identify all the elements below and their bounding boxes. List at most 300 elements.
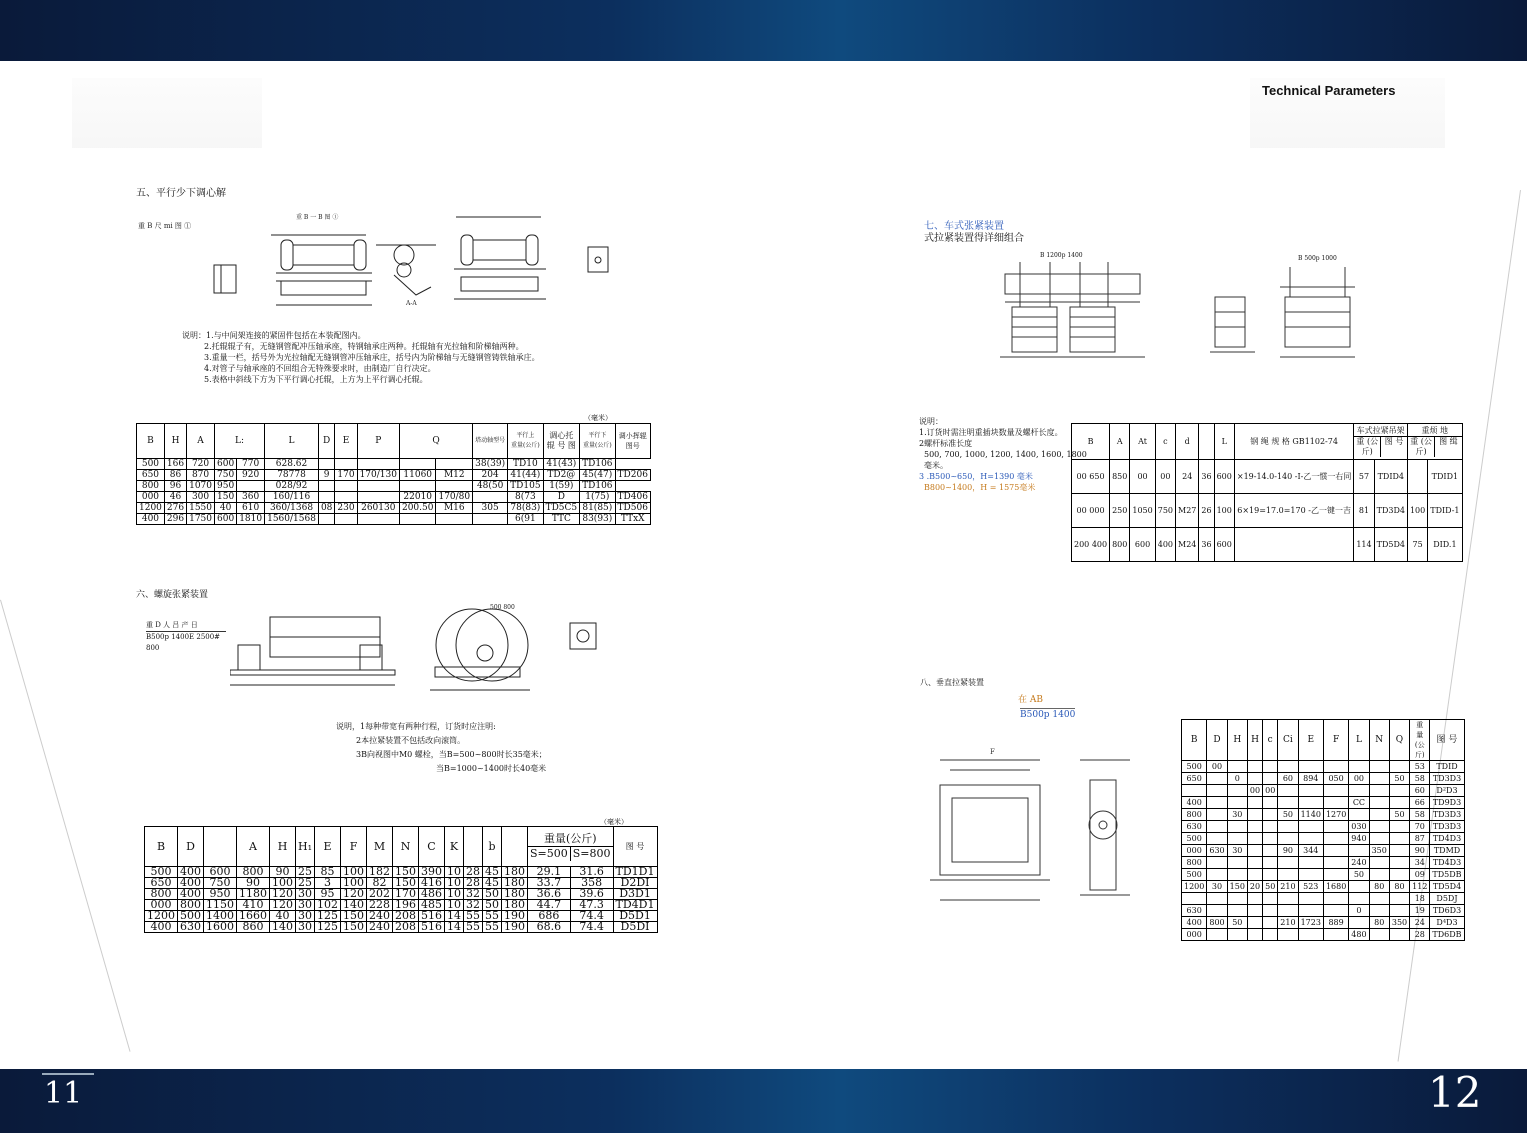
table-cell xyxy=(335,514,357,525)
table-cell xyxy=(1278,833,1298,845)
table-cell: 500 xyxy=(1182,833,1207,845)
table-cell: 485 xyxy=(419,900,445,911)
table-cell: 410 xyxy=(237,900,270,911)
table-cell xyxy=(1263,821,1278,833)
table-cell xyxy=(1263,869,1278,881)
table-cell: TDID1 xyxy=(1428,460,1462,494)
table-row xyxy=(1182,893,1465,905)
table-header: c xyxy=(1155,424,1175,460)
table-cell: 800 xyxy=(237,867,270,878)
table-cell: 30 xyxy=(296,911,315,922)
section7-subtitle: 式拉紧装置得详细组合 xyxy=(924,233,1024,244)
table-cell: 90 xyxy=(270,867,296,878)
table-cell xyxy=(1349,881,1369,893)
table-row xyxy=(1182,773,1465,785)
section7-note: 1.订货时需注明重插块数量及螺杆长度。 xyxy=(919,428,1063,437)
table-cell xyxy=(1247,773,1262,785)
table-row xyxy=(1072,494,1463,528)
table-cell: 400 xyxy=(1182,797,1207,809)
table-cell: 720 xyxy=(187,459,215,470)
table-cell: 800 xyxy=(1207,917,1227,929)
table-cell xyxy=(1278,929,1298,941)
table-cell xyxy=(1349,917,1369,929)
table-row xyxy=(137,459,651,470)
table-cell xyxy=(335,492,357,503)
section7-note: B800~1400，H = 1575毫米 xyxy=(924,483,1036,492)
table-cell: 800 xyxy=(137,481,165,492)
table-header: B xyxy=(1072,424,1110,460)
table-cell xyxy=(1263,797,1278,809)
table-cell: 48(50 xyxy=(473,481,508,492)
table-cell: 350 xyxy=(1389,917,1409,929)
table-cell xyxy=(1389,857,1409,869)
svg-text:重 B 尺 mi 图 ①: 重 B 尺 mi 图 ① xyxy=(138,222,192,230)
table-cell: 400 xyxy=(1155,528,1175,562)
table-cell: 34 xyxy=(1410,857,1430,869)
table-header: 钢 绳 规 格 GB1102-74 xyxy=(1234,424,1353,460)
table-cell xyxy=(1278,821,1298,833)
table-cell: 11060 xyxy=(399,470,436,481)
table-header: 车式拉紧吊架 重 (公斤) 图 号 xyxy=(1354,424,1408,460)
table-cell: 81 xyxy=(1354,494,1374,528)
table-cell: 30 xyxy=(1227,809,1247,821)
table-header: 重量(公斤) S=500 S=800 xyxy=(528,827,614,867)
table-cell xyxy=(318,481,334,492)
table-header: H xyxy=(270,827,296,867)
table-cell: TD3D3 xyxy=(1430,773,1464,785)
table-cell: 486 xyxy=(419,889,445,900)
table-cell xyxy=(1389,821,1409,833)
table-header: Q xyxy=(1389,720,1409,761)
table-cell: 150 xyxy=(341,911,367,922)
section8-drawing xyxy=(930,740,1145,910)
table-cell: TD106 xyxy=(580,459,615,470)
table-cell: 90 xyxy=(1278,845,1298,857)
table-cell xyxy=(1227,893,1247,905)
table-cell: 150 xyxy=(393,878,419,889)
section6-title: 六、螺旋张紧装置 xyxy=(136,590,209,600)
table-cell: 57 xyxy=(1354,460,1374,494)
table-cell xyxy=(1298,893,1323,905)
table-cell xyxy=(1349,893,1369,905)
table-header: At xyxy=(1130,424,1155,460)
table-cell: 344 xyxy=(1298,845,1323,857)
ghost-header-left xyxy=(72,78,262,148)
table-cell: 114 xyxy=(1354,528,1374,562)
table-cell: 28 xyxy=(464,867,483,878)
table-cell: 125 xyxy=(315,911,341,922)
table-cell: 500 xyxy=(1182,869,1207,881)
table-cell: 400 xyxy=(1182,917,1207,929)
table-cell: 196 xyxy=(393,900,419,911)
table-cell: 650 xyxy=(137,470,165,481)
table-cell: 112 xyxy=(1410,881,1430,893)
table-header: L xyxy=(1349,720,1369,761)
table-header: 图 号 xyxy=(613,827,657,867)
table-cell: 360 xyxy=(237,492,265,503)
table-cell xyxy=(1389,797,1409,809)
table-cell: 25 xyxy=(296,867,315,878)
table-cell: 95 xyxy=(315,889,341,900)
table-cell xyxy=(1247,857,1262,869)
table-cell: 1180 xyxy=(237,889,270,900)
table-row xyxy=(1182,869,1465,881)
table-cell: 750 xyxy=(204,878,237,889)
table-cell: M24 xyxy=(1176,528,1199,562)
table-cell xyxy=(1278,905,1298,917)
table-cell: 630 xyxy=(1182,905,1207,917)
table-cell: 28 xyxy=(464,878,483,889)
table-cell xyxy=(1247,917,1262,929)
table-header: d xyxy=(1176,424,1199,460)
table-cell: 24 xyxy=(1410,917,1430,929)
table-row xyxy=(1182,833,1465,845)
table-cell: D2DI xyxy=(613,878,657,889)
section6-note: 2本拉紧装置不包括改向滚筒。 xyxy=(356,736,466,745)
table-header: 塔动轴型号 xyxy=(473,424,508,459)
table-cell: 30 xyxy=(1227,845,1247,857)
table-cell: 250 xyxy=(1110,494,1130,528)
table-header: L: xyxy=(215,424,265,459)
table-cell: 516 xyxy=(419,922,445,933)
table-cell xyxy=(1369,833,1389,845)
table-cell xyxy=(1369,929,1389,941)
table-cell: 000 xyxy=(1182,929,1207,941)
table-cell: 030 xyxy=(1349,821,1369,833)
table-header: E xyxy=(335,424,357,459)
table-cell xyxy=(1263,773,1278,785)
table-cell: 74.4 xyxy=(570,911,613,922)
table-cell xyxy=(357,514,399,525)
svg-text:重 B 一 B 图 ①: 重 B 一 B 图 ① xyxy=(296,214,339,221)
table-cell: TDID4 xyxy=(1374,460,1407,494)
table-cell xyxy=(1234,528,1353,562)
table-cell: 630 xyxy=(1182,821,1207,833)
table-header: 平行上 重量(公斤) xyxy=(508,424,543,459)
table-cell: 1140 xyxy=(1298,809,1323,821)
table-cell xyxy=(335,481,357,492)
table-cell xyxy=(1247,845,1262,857)
table-cell xyxy=(1323,821,1348,833)
table-cell xyxy=(1207,773,1227,785)
table-cell xyxy=(318,459,334,470)
table-header: L xyxy=(265,424,319,459)
table-cell xyxy=(436,459,473,470)
table-cell: 500 xyxy=(145,867,178,878)
table-cell: TD206 xyxy=(615,470,650,481)
table-cell: 182 xyxy=(367,867,393,878)
table-cell: 85 xyxy=(315,867,341,878)
table-row xyxy=(137,481,651,492)
table-cell xyxy=(1278,785,1298,797)
table-cell xyxy=(1298,869,1323,881)
table-header: N xyxy=(393,827,419,867)
table-header: P xyxy=(357,424,399,459)
table-cell xyxy=(357,481,399,492)
table-header: E xyxy=(315,827,341,867)
table-cell: 09 xyxy=(1410,869,1430,881)
table-header: Q xyxy=(399,424,472,459)
table-cell: 150 xyxy=(341,922,367,933)
table-cell: 208 xyxy=(393,922,419,933)
table-cell: 20 xyxy=(1247,881,1262,893)
table-cell: 350 xyxy=(1369,845,1389,857)
table-cell: 170/80 xyxy=(436,492,473,503)
table-cell: D xyxy=(543,492,580,503)
table-cell: 58 xyxy=(1410,773,1430,785)
table-cell xyxy=(1369,761,1389,773)
top-band xyxy=(0,0,1527,61)
table-cell xyxy=(1207,809,1227,821)
table-cell: 894 xyxy=(1298,773,1323,785)
table-cell: 32 xyxy=(464,900,483,911)
table-cell xyxy=(1263,905,1278,917)
table-cell: 120 xyxy=(270,900,296,911)
section5-title: 五、平行少下调心解 xyxy=(136,188,226,199)
table-cell: 50 xyxy=(1389,809,1409,821)
table-header: 调小挥辊 图号 xyxy=(615,424,650,459)
table-cell: 000 xyxy=(1182,845,1207,857)
table-cell: 120 xyxy=(341,889,367,900)
table-cell xyxy=(1278,761,1298,773)
table-cell xyxy=(1369,905,1389,917)
table-cell: 6(91 xyxy=(508,514,543,525)
table-cell: 30 xyxy=(1207,881,1227,893)
table-cell: 170 xyxy=(335,470,357,481)
table-cell xyxy=(1207,821,1227,833)
table-cell xyxy=(1227,761,1247,773)
order-example-line: B500p 1400E 2500# 800 xyxy=(146,631,226,654)
table-cell xyxy=(1389,869,1409,881)
table-cell: 140 xyxy=(341,900,367,911)
section6-order-example xyxy=(146,620,226,654)
table-cell: 208 xyxy=(393,911,419,922)
table-cell xyxy=(1263,833,1278,845)
table-row xyxy=(1182,857,1465,869)
table-cell xyxy=(1298,833,1323,845)
table-cell: 160/116 xyxy=(265,492,319,503)
table-cell: 45(47) xyxy=(580,470,615,481)
table-cell: 630 xyxy=(178,922,204,933)
section6-unit: （毫米） xyxy=(600,818,628,826)
table-cell: TD3D4 xyxy=(1374,494,1407,528)
table-row xyxy=(1182,881,1465,893)
table-header: E xyxy=(1298,720,1323,761)
table-cell: 9 xyxy=(318,470,334,481)
table-cell: 125 xyxy=(315,922,341,933)
table-cell: 300 xyxy=(187,492,215,503)
section7-note: 3 .B500~650，H=1390 毫米 xyxy=(919,472,1033,481)
table-cell: 800 xyxy=(1182,809,1207,821)
table-cell: 400 xyxy=(178,878,204,889)
section7-notes xyxy=(919,416,1087,493)
table-cell: TD3D3 xyxy=(1430,821,1464,833)
table-cell: 140 xyxy=(270,922,296,933)
section7-table xyxy=(1071,423,1463,562)
table-cell: 41(44) xyxy=(508,470,543,481)
section7-note: 毫米。 xyxy=(924,461,948,470)
table-cell: D5DJ xyxy=(1430,893,1464,905)
table-cell: 950 xyxy=(204,889,237,900)
table-cell xyxy=(399,481,436,492)
section6-table xyxy=(144,826,658,933)
table-cell: TDID xyxy=(1430,761,1464,773)
section8-title: 八、垂直拉紧装置 xyxy=(920,678,984,687)
table-cell: 1270 xyxy=(1323,809,1348,821)
table-cell xyxy=(1207,833,1227,845)
table-cell: TD2@ xyxy=(543,470,580,481)
table-cell: 00 xyxy=(1263,785,1278,797)
table-cell xyxy=(1298,761,1323,773)
table-cell xyxy=(318,514,334,525)
bottom-band xyxy=(0,1069,1527,1133)
table-header xyxy=(464,827,483,867)
table-cell xyxy=(1227,785,1247,797)
table-cell: 516 xyxy=(419,911,445,922)
table-cell: 30 xyxy=(296,889,315,900)
table-cell: 305 xyxy=(473,503,508,514)
table-cell: 33.7 xyxy=(528,878,571,889)
table-cell: DID.1 xyxy=(1428,528,1462,562)
page-number-right: 12 xyxy=(1428,1068,1482,1117)
table-cell: 240 xyxy=(1349,857,1369,869)
table-cell: 204 xyxy=(473,470,508,481)
table-header: b xyxy=(483,827,502,867)
table-row xyxy=(145,922,658,933)
table-cell: 000 xyxy=(137,492,165,503)
table-cell: 800 xyxy=(1182,857,1207,869)
table-cell: 1400 xyxy=(204,911,237,922)
table-cell: TD5D4 xyxy=(1374,528,1407,562)
table-cell xyxy=(1263,893,1278,905)
table-header: B xyxy=(1182,720,1207,761)
table-cell: 96 xyxy=(164,481,186,492)
table-cell: 050 xyxy=(1323,773,1348,785)
table-row xyxy=(1182,905,1465,917)
table-cell xyxy=(1263,929,1278,941)
table-cell: 30 xyxy=(296,900,315,911)
table-cell: 00 000 xyxy=(1072,494,1110,528)
table-cell xyxy=(473,492,508,503)
table-cell: 86 xyxy=(164,470,186,481)
table-row xyxy=(137,503,651,514)
table-cell: TD406 xyxy=(615,492,650,503)
table-cell: 600 xyxy=(1214,460,1234,494)
table-cell xyxy=(1227,821,1247,833)
table-cell: 60 xyxy=(1278,773,1298,785)
table-cell: 68.6 xyxy=(528,922,571,933)
table-header: D xyxy=(178,827,204,867)
table-row xyxy=(137,470,651,481)
table-cell: 276 xyxy=(164,503,186,514)
table-cell xyxy=(318,492,334,503)
table-cell: 08 xyxy=(318,503,334,514)
table-cell: TDID-1 xyxy=(1428,494,1462,528)
table-cell: D5DI xyxy=(613,922,657,933)
table-header: F xyxy=(1323,720,1348,761)
table-cell: 46 xyxy=(164,492,186,503)
section6-drawing xyxy=(230,595,630,700)
table-cell: 60 xyxy=(1410,785,1430,797)
table-header: H xyxy=(1227,720,1247,761)
table-cell: 0 xyxy=(1349,905,1369,917)
table-cell: 860 xyxy=(237,922,270,933)
table-header: H xyxy=(164,424,186,459)
table-row xyxy=(137,492,651,503)
section8-table xyxy=(1181,719,1465,941)
table-cell: 6×19=17.0=170 -乙一键一吉 xyxy=(1234,494,1353,528)
table-cell xyxy=(1389,785,1409,797)
table-cell: 50 xyxy=(1263,881,1278,893)
table-cell xyxy=(1323,845,1348,857)
table-cell: 80 xyxy=(1369,917,1389,929)
table-cell xyxy=(1227,797,1247,809)
table-cell: 45 xyxy=(483,878,502,889)
table-header xyxy=(204,827,237,867)
table-cell xyxy=(1227,869,1247,881)
table-cell: 55 xyxy=(483,911,502,922)
table-cell: 53 xyxy=(1410,761,1430,773)
table-cell: TD506 xyxy=(615,503,650,514)
table-cell xyxy=(1369,857,1389,869)
table-cell: TDMD xyxy=(1430,845,1464,857)
table-cell: 19 xyxy=(1410,905,1430,917)
section5-drawing xyxy=(136,195,631,325)
table-cell xyxy=(1227,857,1247,869)
table-cell: 32 xyxy=(464,889,483,900)
section5-notes xyxy=(182,330,540,385)
table-cell: 1(75) xyxy=(580,492,615,503)
table-cell: 100 xyxy=(1214,494,1234,528)
table-header: Ci xyxy=(1278,720,1298,761)
table-header: D xyxy=(1207,720,1227,761)
table-row xyxy=(137,514,651,525)
table-cell xyxy=(1323,905,1348,917)
table-cell xyxy=(1298,905,1323,917)
table-cell xyxy=(1407,460,1427,494)
table-cell xyxy=(1323,869,1348,881)
table-cell: 296 xyxy=(164,514,186,525)
table-cell: 30 xyxy=(296,922,315,933)
table-cell: 39.6 xyxy=(570,889,613,900)
table-cell xyxy=(1247,905,1262,917)
table-header: F xyxy=(341,827,367,867)
table-cell: 90 xyxy=(1410,845,1430,857)
table-header: 调心托辊 号 图 xyxy=(543,424,580,459)
table-cell xyxy=(1247,869,1262,881)
table-header: A xyxy=(1110,424,1130,460)
table-cell xyxy=(1323,761,1348,773)
table-cell: 14 xyxy=(445,911,464,922)
table-cell: TD5DB xyxy=(1430,869,1464,881)
table-cell: 22010 xyxy=(399,492,436,503)
section7-label-b: B 500p 1000 xyxy=(1298,255,1337,262)
table-header: 平行下 重量(公斤) xyxy=(580,424,615,459)
table-header: c xyxy=(1263,720,1278,761)
section5-unit: （毫米） xyxy=(584,414,612,422)
section7-note: 500, 700, 1000, 1200, 1400, 1600, 1800 xyxy=(924,450,1087,459)
table-cell: 750 xyxy=(215,470,237,481)
table-cell xyxy=(1278,857,1298,869)
table-cell: 920 xyxy=(237,470,265,481)
table-header: 重烦 地 重 (公斤) 图 缉 xyxy=(1407,424,1462,460)
section6-notes xyxy=(336,720,547,776)
table-cell: 82 xyxy=(367,878,393,889)
table-cell: TD10 xyxy=(508,459,543,470)
table-cell: 120 xyxy=(270,889,296,900)
table-cell: 1750 xyxy=(187,514,215,525)
svg-text:500 800: 500 800 xyxy=(490,604,515,611)
